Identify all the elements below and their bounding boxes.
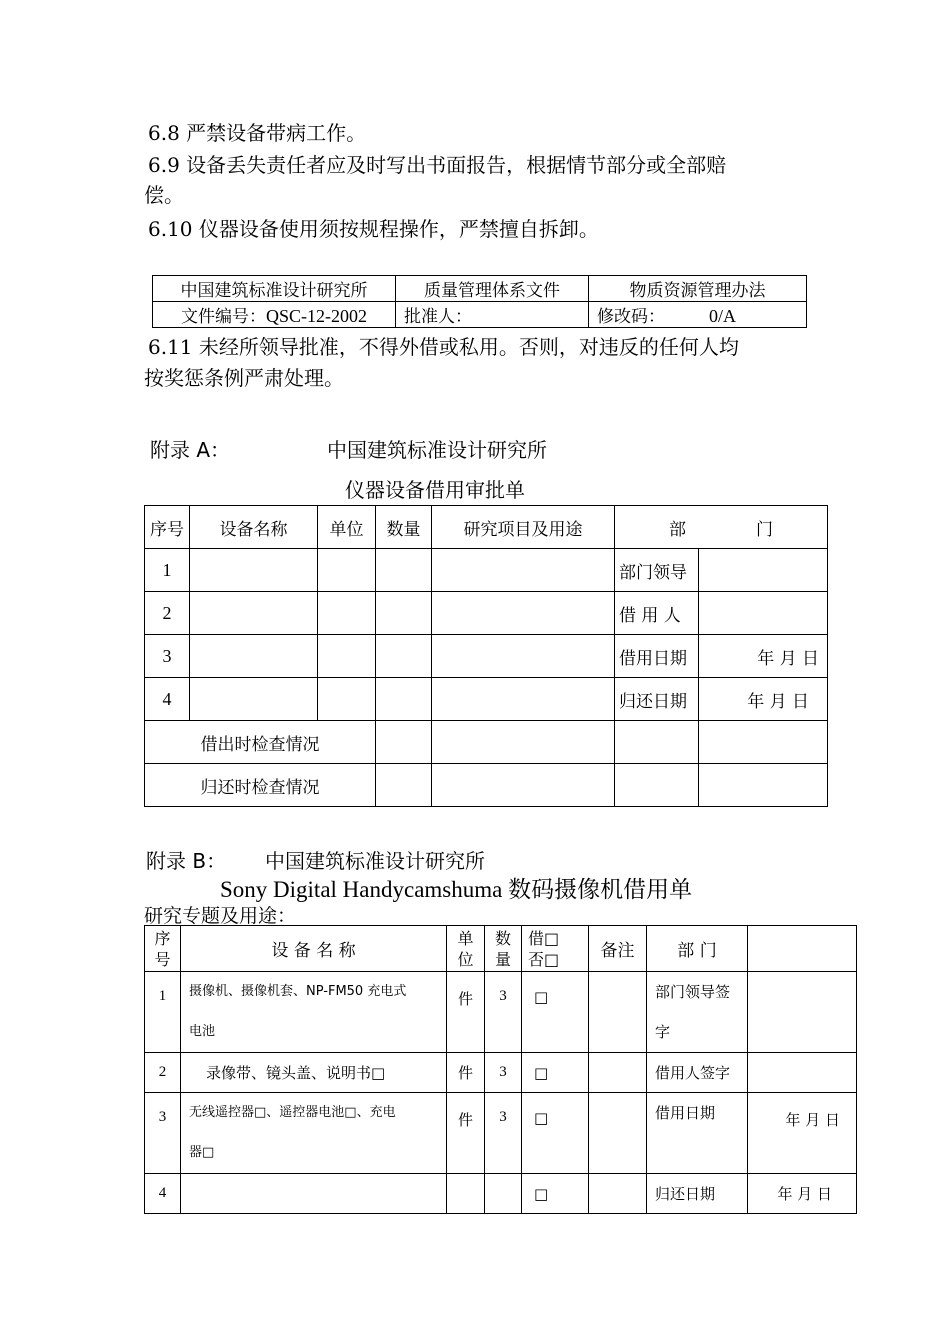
- side-label: 部门领导: [615, 549, 699, 592]
- borrow-checkbox[interactable]: □: [522, 1174, 589, 1214]
- table-row: [145, 721, 828, 764]
- paragraph-6-10: 6.10 仪器设备使用须按规程操作，严禁擅自拆卸。: [148, 217, 599, 241]
- note-cell[interactable]: [589, 1093, 647, 1174]
- col-header-unit: 单位: [318, 506, 376, 549]
- row-no: 4: [145, 1174, 181, 1214]
- equipment-name: 无线遥控器□、遥控器电池□、充电 器□: [181, 1093, 447, 1174]
- unit-cell[interactable]: [318, 678, 376, 721]
- paragraph-6-9-line1: 6.9 设备丢失责任者应及时写出书面报告，根据情节部分或全部赔: [148, 153, 727, 177]
- appendix-a-table: [144, 505, 828, 807]
- row-no: 3: [145, 1093, 181, 1174]
- table-row: [145, 592, 828, 635]
- side-value[interactable]: [748, 972, 857, 1053]
- paragraph-6-9-line2: 偿。: [144, 183, 184, 207]
- qty: 3: [485, 1093, 522, 1174]
- b-header-borrow: 借□ 否□: [522, 926, 589, 972]
- col-header-equipment: 设备名称: [190, 506, 318, 549]
- side-value[interactable]: 年 月 日: [699, 635, 828, 678]
- side-label: 归还日期: [647, 1174, 748, 1214]
- table-row: [145, 972, 857, 1053]
- b-header-unit: 单 位: [447, 926, 485, 972]
- row-no: 2: [145, 1053, 181, 1093]
- col-header-dept-part1: 部: [669, 519, 686, 540]
- project-cell[interactable]: [432, 678, 615, 721]
- b-header-no: 序 号: [145, 926, 181, 972]
- appendix-b-purpose-label: 研究专题及用途：: [144, 905, 297, 927]
- header-revision-value: 0/A: [709, 306, 736, 326]
- check-cell[interactable]: [432, 721, 615, 764]
- unit-cell[interactable]: [318, 635, 376, 678]
- side-value[interactable]: [699, 592, 828, 635]
- table-row: [145, 635, 828, 678]
- side-value[interactable]: 年 月 日: [748, 1174, 857, 1214]
- side-label: 借用日期: [647, 1093, 748, 1174]
- row-no: 1: [145, 549, 190, 592]
- side-value[interactable]: [699, 549, 828, 592]
- b-header-qty: 数 量: [485, 926, 522, 972]
- appendix-b-label: 附录 B：: [146, 849, 227, 873]
- appendix-b-table: [144, 925, 857, 1214]
- equipment-cell[interactable]: [190, 592, 318, 635]
- equipment-name[interactable]: [181, 1174, 447, 1214]
- qty[interactable]: [485, 1174, 522, 1214]
- side-label: 借用日期: [615, 635, 699, 678]
- equipment-cell[interactable]: [190, 549, 318, 592]
- paragraph-6-8: 6.8 严禁设备带病工作。: [148, 121, 367, 145]
- qty-cell[interactable]: [376, 549, 432, 592]
- check-cell[interactable]: [615, 764, 699, 807]
- side-label: 部门领导签 字: [647, 972, 748, 1053]
- check-cell[interactable]: [699, 764, 828, 807]
- unit-cell[interactable]: [318, 549, 376, 592]
- equipment-name: 摄像机、摄像机套、NP-FM50 充电式 电池: [181, 972, 447, 1053]
- row-no: 1: [145, 972, 181, 1053]
- col-header-no: 序号: [145, 506, 190, 549]
- header-revision: [589, 302, 807, 328]
- appendix-a-org: 中国建筑标准设计研究所: [327, 438, 547, 462]
- unit: 件: [447, 972, 485, 1053]
- equipment-name: 录像带、镜头盖、说明书□: [181, 1053, 447, 1093]
- appendix-b-title: Sony Digital Handycamshuma 数码摄像机借用单: [220, 877, 693, 902]
- note-cell[interactable]: [589, 972, 647, 1053]
- side-value[interactable]: 年 月 日: [699, 678, 828, 721]
- table-row: [145, 1174, 857, 1214]
- borrow-checkbox[interactable]: □: [522, 1053, 589, 1093]
- col-header-project: 研究项目及用途: [432, 506, 615, 549]
- header-doc-title: 物质资源管理办法: [589, 276, 807, 302]
- project-cell[interactable]: [432, 635, 615, 678]
- b-header-blank: [748, 926, 857, 972]
- equipment-cell[interactable]: [190, 678, 318, 721]
- check-cell[interactable]: [376, 721, 432, 764]
- project-cell[interactable]: [432, 592, 615, 635]
- document-header-table: [152, 275, 807, 328]
- equipment-cell[interactable]: [190, 635, 318, 678]
- check-out-label: 借出时检查情况: [145, 721, 376, 764]
- side-value[interactable]: 年 月 日: [748, 1093, 857, 1174]
- qty-cell[interactable]: [376, 678, 432, 721]
- col-header-qty: 数量: [376, 506, 432, 549]
- table-row: [145, 678, 828, 721]
- header-doc-number: 文件编号：QSC-12-2002: [153, 302, 396, 328]
- check-cell[interactable]: [699, 721, 828, 764]
- row-no: 3: [145, 635, 190, 678]
- project-cell[interactable]: [432, 549, 615, 592]
- b-header-dept: 部 门: [647, 926, 748, 972]
- col-header-dept: [615, 506, 828, 549]
- appendix-a-label: 附录 A：: [150, 438, 231, 462]
- appendix-b-org: 中国建筑标准设计研究所: [265, 849, 485, 873]
- table-row: [145, 1053, 857, 1093]
- note-cell[interactable]: [589, 1053, 647, 1093]
- qty: 3: [485, 1053, 522, 1093]
- paragraph-6-11-line2: 按奖惩条例严肃处理。: [144, 366, 344, 390]
- table-row: [145, 1093, 857, 1174]
- side-value[interactable]: [748, 1053, 857, 1093]
- header-org: 中国建筑标准设计研究所: [153, 276, 396, 302]
- header-approver: 批准人：: [396, 302, 589, 328]
- qty-cell[interactable]: [376, 592, 432, 635]
- side-label: 归还日期: [615, 678, 699, 721]
- unit: 件: [447, 1053, 485, 1093]
- borrow-checkbox[interactable]: □: [522, 1093, 589, 1174]
- table-row: [145, 549, 828, 592]
- check-cell[interactable]: [615, 721, 699, 764]
- row-no: 4: [145, 678, 190, 721]
- paragraph-6-11-line1: 6.11 未经所领导批准，不得外借或私用。否则，对违反的任何人均: [148, 335, 739, 359]
- row-no: 2: [145, 592, 190, 635]
- side-label: 借 用 人: [615, 592, 699, 635]
- unit[interactable]: [447, 1174, 485, 1214]
- header-doc-type: 质量管理体系文件: [396, 276, 589, 302]
- borrow-checkbox[interactable]: □: [522, 972, 589, 1053]
- check-cell[interactable]: [432, 764, 615, 807]
- b-header-equipment: 设 备 名 称: [181, 926, 447, 972]
- col-header-dept-part2: 门: [756, 519, 773, 540]
- header-revision-label: 修改码：: [597, 307, 665, 327]
- check-cell[interactable]: [376, 764, 432, 807]
- table-row: [145, 764, 828, 807]
- unit-cell[interactable]: [318, 592, 376, 635]
- appendix-a-title: 仪器设备借用审批单: [345, 478, 525, 502]
- qty: 3: [485, 972, 522, 1053]
- check-in-label: 归还时检查情况: [145, 764, 376, 807]
- b-header-note: 备注: [589, 926, 647, 972]
- unit: 件: [447, 1093, 485, 1174]
- side-label: 借用人签字: [647, 1053, 748, 1093]
- qty-cell[interactable]: [376, 635, 432, 678]
- note-cell[interactable]: [589, 1174, 647, 1214]
